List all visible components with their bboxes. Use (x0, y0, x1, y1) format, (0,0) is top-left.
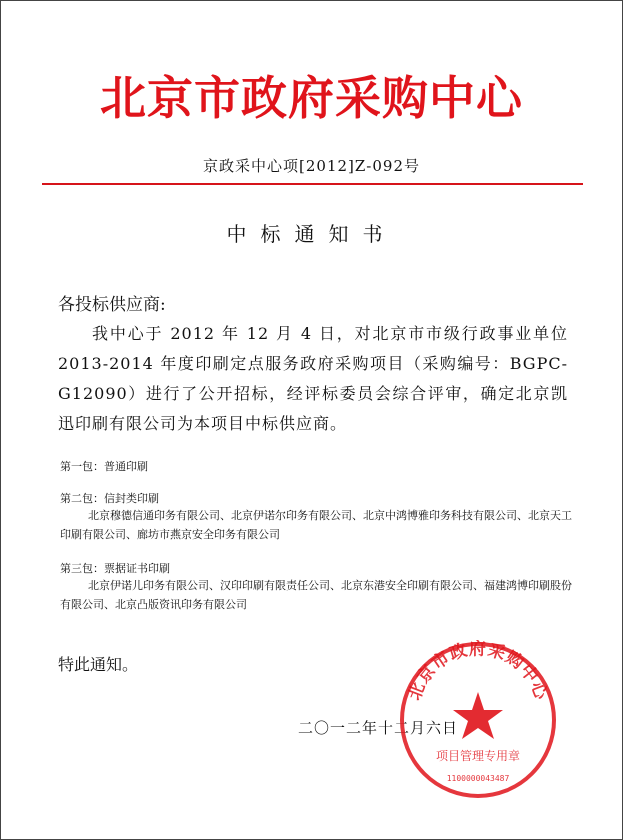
organization-title: 北京市政府采购中心 (100, 71, 523, 125)
seal-ring-text: 北京市政府采购中心 (404, 640, 552, 704)
closing-remark: 特此通知。 (58, 655, 139, 674)
package-2-heading: 第二包：信封类印刷 (60, 492, 159, 505)
official-seal (398, 640, 558, 800)
seal-star-icon (453, 692, 503, 739)
header-divider (42, 183, 583, 185)
salutation: 各投标供应商: (58, 295, 166, 315)
body-paragraph: 我中心于 2012 年 12 月 4 日，对北京市市级行政事业单位 2013-2014 年度印刷定点服务政府采购项目（采购编号：BGPC-G12090）进行了公开招标，经评标委员会综合评审，确定北京凯迅印刷有限公司为本项目中标供应商。 (58, 324, 568, 433)
notice-title: 中标通知书 (226, 222, 397, 246)
seal-inner-text: 项目管理专用章 (435, 749, 521, 763)
package-2-items: 北京穆德信通印务有限公司、北京伊诺尔印务有限公司、北京中鸿博雅印务科技有限公司、北京天工印刷有限公司、廊坊市燕京安全印务有限公司 (60, 509, 572, 541)
document-number: 京政采中心项[2012]Z-092号 (203, 157, 420, 175)
issue-date: 二〇一二年十二月六日 (298, 719, 459, 737)
package-1-heading: 第一包：普通印刷 (60, 460, 148, 473)
package-3-heading: 第三包：票据证书印刷 (60, 562, 170, 575)
seal-serial: 1100000043487 (446, 774, 510, 783)
package-3-items: 北京伊诺儿印务有限公司、汉印印刷有限责任公司、北京东港安全印刷有限公司、福建鸿博印刷股份有限公司、北京凸版资讯印务有限公司 (60, 579, 572, 611)
